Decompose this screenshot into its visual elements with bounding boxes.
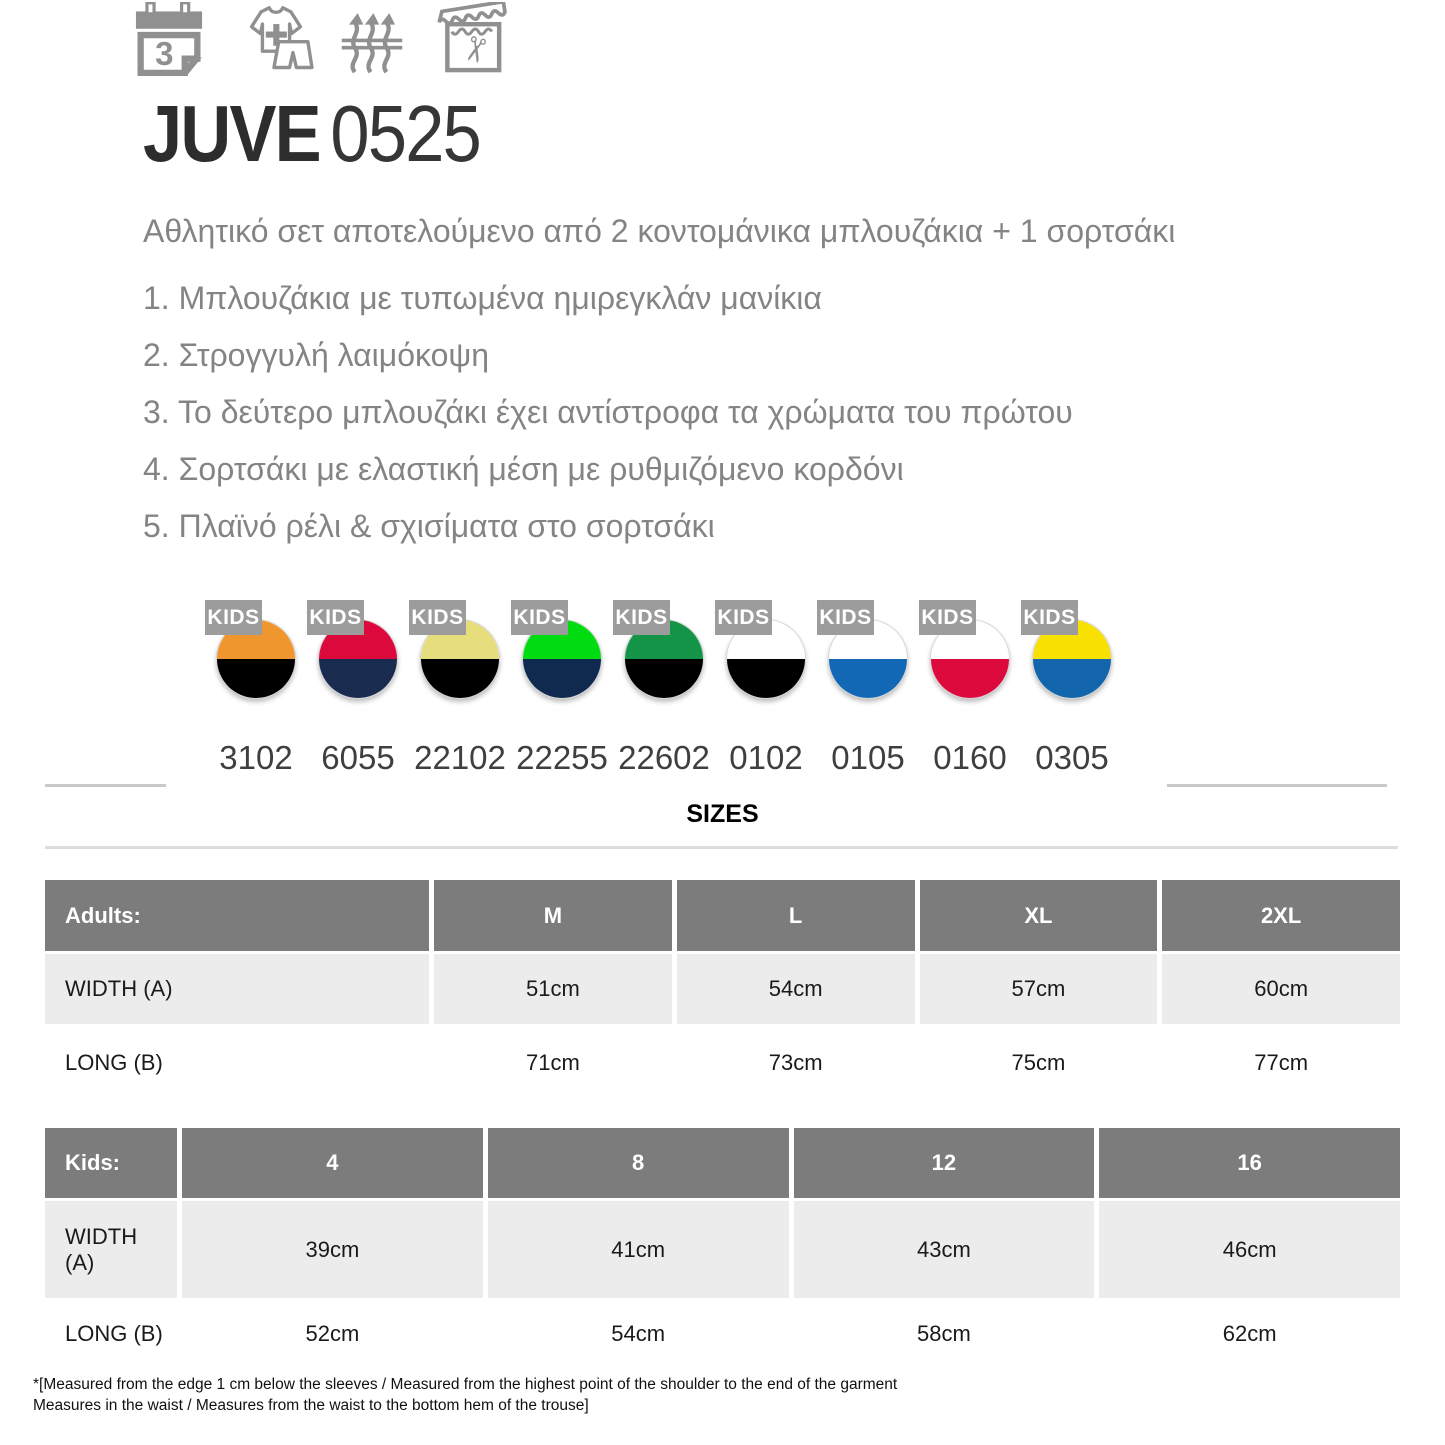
- color-swatch-6055: [307, 600, 409, 785]
- swatch-bottom-color: [421, 659, 499, 698]
- adults-width-value: 57cm: [920, 954, 1158, 1024]
- color-swatch-0102: [715, 600, 817, 785]
- color-swatch-0105: [817, 600, 919, 785]
- divider-segment-right: [1167, 784, 1387, 787]
- color-swatch-22255: [511, 600, 613, 785]
- adults-col-header: M: [434, 880, 672, 951]
- swatch-bottom-color: [1033, 659, 1111, 698]
- color-swatch-row: [205, 600, 1123, 785]
- kids-col-header: 4: [182, 1128, 483, 1198]
- adults-col-header: 2XL: [1162, 880, 1400, 951]
- adults-long-value: 71cm: [434, 1027, 672, 1098]
- adults-row-label: WIDTH (A): [45, 954, 429, 1024]
- color-swatch-22602: [613, 600, 715, 785]
- kids-long-value: 58cm: [794, 1301, 1095, 1367]
- kids-row-label: LONG (B): [45, 1301, 177, 1367]
- sizes-section-title: SIZES: [686, 800, 759, 828]
- product-code: 0525: [330, 89, 480, 178]
- adults-long-value: 73cm: [677, 1027, 915, 1098]
- calendar-number: 3: [155, 35, 174, 73]
- kids-col-header: 8: [488, 1128, 789, 1198]
- divider-line: [45, 846, 1398, 849]
- swatch-bottom-color: [625, 659, 703, 698]
- product-name: JUVE: [143, 89, 320, 178]
- divider-segment-left: [45, 784, 166, 787]
- feature-item: 2. Στρογγυλή λαιμόκοψη: [143, 337, 490, 373]
- swatch-bottom-color: [217, 659, 295, 698]
- kids-badge: KIDS: [205, 600, 262, 635]
- color-swatch-0305: [1021, 600, 1123, 785]
- color-swatch-22102: [409, 600, 511, 785]
- adults-row-label: LONG (B): [45, 1027, 429, 1098]
- kids-size-table: [45, 1128, 1400, 1367]
- feature-item: 4. Σορτσάκι με ελαστική μέση με ρυθμιζόμενο κορδόνι: [143, 451, 904, 487]
- footnote-line: Measures in the waist / Measures from the waist to the bottom hem of the trouse]: [33, 1397, 589, 1414]
- adults-size-table: [45, 880, 1400, 1098]
- adults-width-value: 60cm: [1162, 954, 1400, 1024]
- tear-away-label-icon: [437, 2, 511, 76]
- adults-col-header: XL: [920, 880, 1158, 951]
- shirt-shorts-set-icon: [238, 2, 314, 76]
- swatch-code: 22255: [516, 739, 608, 776]
- swatch-bottom-color: [829, 659, 907, 698]
- color-swatch-3102: [205, 600, 307, 785]
- kids-badge: KIDS: [613, 600, 670, 635]
- adults-col-header: L: [677, 880, 915, 951]
- breathable-fabric-icon: [336, 4, 408, 74]
- kids-badge: KIDS: [511, 600, 568, 635]
- kids-col-header: 16: [1099, 1128, 1400, 1198]
- kids-badge: KIDS: [817, 600, 874, 635]
- swatch-code: 0305: [1035, 739, 1109, 776]
- kids-row-label: WIDTH (A): [45, 1201, 177, 1298]
- calendar-3-day-icon: [129, 2, 209, 76]
- adults-table-label: Adults:: [45, 880, 429, 951]
- swatch-bottom-color: [319, 659, 397, 698]
- kids-badge: KIDS: [919, 600, 976, 635]
- kids-long-value: 62cm: [1099, 1301, 1400, 1367]
- feature-item: 5. Πλαϊνό ρέλι & σχισίματα στο σορτσάκι: [143, 508, 715, 544]
- adults-width-value: 51cm: [434, 954, 672, 1024]
- kids-width-value: 41cm: [488, 1201, 789, 1298]
- color-swatch-0160: [919, 600, 1021, 785]
- swatch-code: 3102: [219, 739, 293, 776]
- kids-badge: KIDS: [307, 600, 364, 635]
- kids-width-value: 39cm: [182, 1201, 483, 1298]
- adults-long-value: 77cm: [1162, 1027, 1400, 1098]
- measurement-footnote: [33, 1374, 897, 1416]
- swatch-code: 0160: [933, 739, 1007, 776]
- adults-width-value: 54cm: [677, 954, 915, 1024]
- swatch-code: 0102: [729, 739, 803, 776]
- adults-long-value: 75cm: [920, 1027, 1158, 1098]
- swatch-code: 0105: [831, 739, 905, 776]
- scissors-glyph: ✂: [452, 30, 497, 69]
- kids-badge: KIDS: [1021, 600, 1078, 635]
- feature-item: 1. Μπλουζάκια με τυπωμένα ημιρεγκλάν μανίκια: [143, 280, 822, 316]
- product-description: Αθλητικό σετ αποτελούμενο από 2 κοντομάνικα μπλουζάκια + 1 σορτσάκι: [143, 213, 1176, 249]
- swatch-code: 22102: [414, 739, 506, 776]
- feature-item: 3. Το δεύτερο μπλουζάκι έχει αντίστροφα τα χρώματα του πρώτου: [143, 394, 1073, 430]
- swatch-bottom-color: [931, 659, 1009, 698]
- footnote-line: *[Measured from the edge 1 cm below the sleeves / Measured from the highest point of the shoulder to the end of the garment: [33, 1376, 898, 1393]
- kids-width-value: 46cm: [1099, 1201, 1400, 1298]
- kids-badge: KIDS: [409, 600, 466, 635]
- swatch-code: 6055: [321, 739, 395, 776]
- kids-long-value: 52cm: [182, 1301, 483, 1367]
- kids-long-value: 54cm: [488, 1301, 789, 1367]
- swatch-bottom-color: [523, 659, 601, 698]
- kids-badge: KIDS: [715, 600, 772, 635]
- kids-width-value: 43cm: [794, 1201, 1095, 1298]
- page-title: [143, 88, 480, 180]
- swatch-code: 22602: [618, 739, 710, 776]
- kids-table-label: Kids:: [45, 1128, 177, 1198]
- kids-col-header: 12: [794, 1128, 1095, 1198]
- swatch-bottom-color: [727, 659, 805, 698]
- feature-list: [143, 270, 1073, 555]
